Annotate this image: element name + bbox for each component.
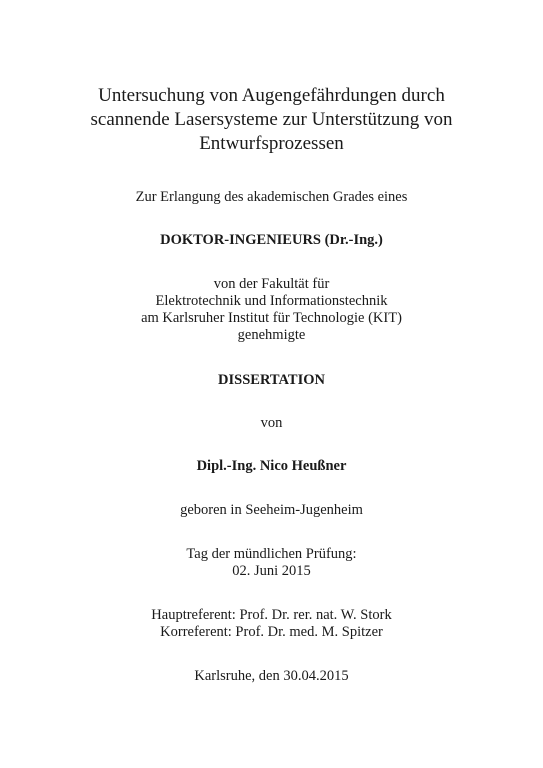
faculty-line-1: von der Fakultät für xyxy=(213,276,330,292)
degree-title: DOKTOR-INGENIEURS (Dr.-Ing.) xyxy=(160,232,383,248)
title-line-1: Untersuchung von Augengefährdungen durch xyxy=(98,85,445,106)
co-referee: Korreferent: Prof. Dr. med. M. Spitzer xyxy=(160,624,383,640)
main-referee: Hauptreferent: Prof. Dr. rer. nat. W. Stork xyxy=(151,607,392,623)
exam-date: 02. Juni 2015 xyxy=(232,563,311,579)
by-label: von xyxy=(260,415,283,431)
author-name: Dipl.-Ing. Nico Heußner xyxy=(196,458,347,474)
degree-intro: Zur Erlangung des akademischen Grades eines xyxy=(135,189,408,205)
place-date: Karlsruhe, den 30.04.2015 xyxy=(194,668,349,684)
title-line-3: Entwurfsprozessen xyxy=(199,133,344,154)
exam-label: Tag der mündlichen Prüfung: xyxy=(186,546,357,562)
faculty-line-2: Elektrotechnik und Informationstechnik xyxy=(155,293,388,309)
title-line-2: scannende Lasersysteme zur Unterstützung von xyxy=(90,109,453,130)
faculty-line-3: am Karlsruher Institut für Technologie (KIT) xyxy=(141,310,402,326)
faculty-line-4: genehmigte xyxy=(237,327,306,343)
birthplace: geboren in Seeheim-Jugenheim xyxy=(180,502,363,518)
document-type: DISSERTATION xyxy=(218,372,325,388)
